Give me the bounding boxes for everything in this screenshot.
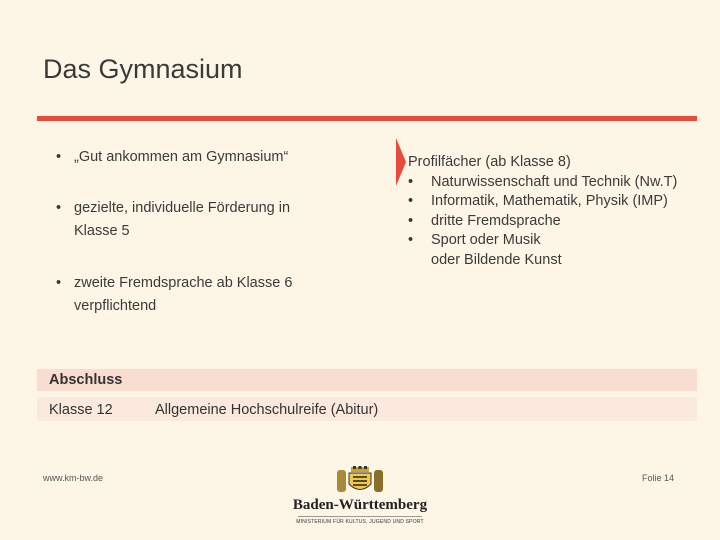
logo-divider	[298, 516, 422, 517]
profile-heading: Profilfächer (ab Klasse 8)	[408, 154, 571, 170]
bullet-item	[56, 197, 316, 243]
profile-subjects	[408, 153, 677, 270]
bullet-marker: •	[56, 200, 62, 216]
profile-list	[408, 173, 677, 271]
title-rule	[37, 116, 697, 121]
bullet-item	[56, 146, 356, 169]
bullet-marker: •	[56, 149, 62, 165]
bullet-text: gezielte, individuelle Förderung in Klasse 5	[74, 200, 291, 239]
degree-cell: Allgemeine Hochschulreife (Abitur)	[155, 402, 379, 418]
list-item: • Naturwissenschaft und Technik (Nw.T)	[408, 173, 677, 193]
footer-url: www.km-bw.de	[43, 473, 104, 483]
ministry-logo	[284, 466, 436, 532]
list-item: • dritte Fremdsprache	[408, 212, 677, 232]
list-item: • Informatik, Mathematik, Physik (IMP)	[408, 192, 677, 212]
page-title: Das Gymnasium	[43, 54, 243, 84]
abschluss-header-label: Abschluss	[49, 372, 123, 388]
table-row	[37, 397, 697, 421]
list-item: • Sport oder Musik oder Bildende Kunst	[408, 231, 571, 270]
grade-cell: Klasse 12	[49, 402, 113, 418]
coat-of-arms-icon	[334, 466, 386, 496]
bullet-marker: •	[56, 275, 62, 291]
bullet-item	[56, 272, 336, 318]
slide-number: Folie 14	[642, 473, 675, 483]
logo-subtitle: MINISTERIUM FÜR KULTUS, JUGEND UND SPORT	[296, 519, 424, 525]
chevron-right-icon	[396, 138, 406, 186]
bullet-text: zweite Fremdsprache ab Klasse 6 verpflichtend	[74, 275, 293, 314]
bullet-text: „Gut ankommen am Gymnasium“	[74, 149, 289, 165]
logo-name: Baden-Württemberg	[292, 497, 428, 513]
abschluss-header	[37, 369, 697, 391]
